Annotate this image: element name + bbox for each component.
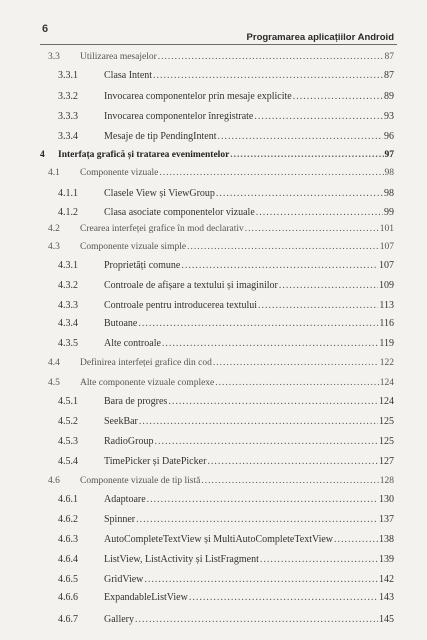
toc-entry-title: Bara de progres bbox=[104, 396, 168, 407]
toc-entry-page: 99 bbox=[384, 207, 394, 218]
toc-entry-page: 138 bbox=[379, 534, 394, 545]
toc-entry-title: Componente vizuale de tip listă bbox=[80, 476, 201, 486]
toc-leader-dots bbox=[181, 260, 378, 271]
toc-entry-page: 89 bbox=[384, 91, 394, 102]
toc-entry-page: 119 bbox=[379, 338, 394, 349]
toc-entry bbox=[58, 300, 394, 311]
toc-entry-page: 107 bbox=[379, 242, 394, 252]
toc-leader-dots bbox=[189, 592, 378, 603]
toc-leader-dots bbox=[207, 456, 378, 467]
toc-entry-number: 4.6.2 bbox=[58, 514, 78, 525]
toc-leader-dots bbox=[144, 574, 378, 585]
toc-leader-dots bbox=[279, 280, 378, 291]
toc-leader-dots bbox=[213, 358, 379, 368]
toc-entry-number: 4.6.6 bbox=[58, 592, 78, 603]
toc-entry bbox=[48, 358, 394, 368]
toc-leader-dots bbox=[162, 338, 378, 349]
toc-entry-title: RadioGroup bbox=[104, 436, 154, 447]
toc-entry-number: 4.5.4 bbox=[58, 456, 78, 467]
toc-entry-page: 87 bbox=[384, 70, 394, 81]
toc-leader-dots bbox=[256, 207, 383, 218]
toc-entry bbox=[48, 224, 394, 234]
toc-entry-number: 4.2 bbox=[48, 224, 60, 234]
toc-entry-number: 4.3.5 bbox=[58, 338, 78, 349]
toc-leader-dots bbox=[201, 476, 378, 486]
toc-entry-title: Definirea interfeței grafice din cod bbox=[80, 358, 212, 368]
toc-leader-dots bbox=[139, 416, 378, 427]
toc-entry bbox=[58, 280, 394, 291]
toc-entry-page: 122 bbox=[379, 358, 394, 368]
toc-entry bbox=[58, 396, 394, 407]
toc-entry-number: 4.1.2 bbox=[58, 207, 78, 218]
toc-entry-number: 4.5.1 bbox=[58, 396, 78, 407]
toc-entry-number: 4.3.2 bbox=[58, 280, 78, 291]
toc-entry-page: 97 bbox=[384, 150, 394, 160]
toc-entry-page: 145 bbox=[379, 614, 394, 625]
toc-entry-page: 93 bbox=[384, 111, 394, 122]
toc-leader-dots bbox=[158, 52, 384, 62]
toc-entry bbox=[40, 150, 394, 160]
toc-entry bbox=[58, 318, 394, 329]
toc-leader-dots bbox=[217, 131, 383, 142]
toc-entry-number: 4.6 bbox=[48, 476, 60, 486]
toc-leader-dots bbox=[215, 378, 378, 388]
toc-entry-number: 3.3.1 bbox=[58, 70, 78, 81]
toc-entry-page: 98 bbox=[384, 188, 394, 199]
toc-entry-page: 101 bbox=[379, 224, 394, 234]
toc-entry-number: 4.5 bbox=[48, 378, 60, 388]
toc-entry bbox=[58, 338, 394, 349]
toc-entry-title: SeekBar bbox=[104, 416, 138, 427]
toc-entry bbox=[58, 614, 394, 625]
toc-entry bbox=[48, 52, 394, 62]
toc-entry-title: Adaptoare bbox=[104, 494, 146, 505]
toc-entry-page: 139 bbox=[379, 554, 394, 565]
toc-entry-title: Alte controale bbox=[104, 338, 161, 349]
toc-entry-number: 4 bbox=[40, 150, 45, 160]
toc-entry-number: 4.3 bbox=[48, 242, 60, 252]
toc-leader-dots bbox=[245, 224, 379, 234]
toc-entry-page: 109 bbox=[379, 280, 394, 291]
toc-entry-title: Crearea interfeței grafice în mod declarativ bbox=[80, 224, 244, 234]
toc-entry-number: 4.5.3 bbox=[58, 436, 78, 447]
toc-entry bbox=[58, 188, 394, 199]
toc-entry bbox=[58, 91, 394, 102]
toc-entry-title: Clasele View și ViewGroup bbox=[104, 188, 215, 199]
toc-entry-page: 116 bbox=[379, 318, 394, 329]
toc-entry bbox=[58, 416, 394, 427]
toc-leader-dots bbox=[168, 396, 378, 407]
toc-entry-page: 125 bbox=[379, 416, 394, 427]
toc-entry bbox=[58, 592, 394, 603]
toc-entry bbox=[58, 436, 394, 447]
toc-entry bbox=[48, 378, 394, 388]
toc-leader-dots bbox=[153, 70, 383, 81]
toc-leader-dots bbox=[254, 111, 383, 122]
toc-entry bbox=[58, 260, 394, 271]
toc-entry-number: 4.3.1 bbox=[58, 260, 78, 271]
toc-entry-title: Clasa asociate componentelor vizuale bbox=[104, 207, 255, 218]
toc-entry-number: 4.5.2 bbox=[58, 416, 78, 427]
toc-entry-title: Spinner bbox=[104, 514, 136, 525]
toc-entry-number: 3.3.4 bbox=[58, 131, 78, 142]
toc-entry-title: Utilizarea mesajelor bbox=[80, 52, 157, 62]
toc-entry-number: 4.6.4 bbox=[58, 554, 78, 565]
toc-entry bbox=[48, 168, 394, 178]
toc-entry bbox=[58, 70, 394, 81]
toc-entry-title: Mesaje de tip PendingIntent bbox=[104, 131, 217, 142]
toc-entry-title: TimePicker și DatePicker bbox=[104, 456, 207, 467]
toc-entry bbox=[58, 554, 394, 565]
toc-leader-dots bbox=[293, 91, 383, 102]
toc-entry bbox=[58, 534, 394, 545]
toc-entry-title: Componente vizuale bbox=[80, 168, 159, 178]
toc-entry-page: 124 bbox=[379, 378, 394, 388]
toc-entry bbox=[58, 514, 394, 525]
toc-entry-title: GridView bbox=[104, 574, 144, 585]
toc-leader-dots bbox=[159, 168, 383, 178]
toc-entry-number: 4.6.7 bbox=[58, 614, 78, 625]
toc-entry bbox=[58, 494, 394, 505]
toc-entry bbox=[58, 111, 394, 122]
toc-leader-dots bbox=[147, 494, 378, 505]
toc-entry-number: 4.6.3 bbox=[58, 534, 78, 545]
toc-leader-dots bbox=[154, 436, 378, 447]
toc-entry-page: 107 bbox=[379, 260, 394, 271]
toc-entry-page: 143 bbox=[379, 592, 394, 603]
toc-entry-page: 137 bbox=[379, 514, 394, 525]
toc-leader-dots bbox=[230, 150, 383, 160]
toc-entry bbox=[58, 207, 394, 218]
toc-entry bbox=[58, 456, 394, 467]
toc-entry-page: 125 bbox=[379, 436, 394, 447]
toc-entry-page: 124 bbox=[379, 396, 394, 407]
toc-entry-number: 4.6.5 bbox=[58, 574, 78, 585]
toc-leader-dots bbox=[138, 318, 378, 329]
toc-entry-page: 98 bbox=[384, 168, 394, 178]
toc-leader-dots bbox=[216, 188, 383, 199]
toc-entry-number: 3.3.2 bbox=[58, 91, 78, 102]
toc-leader-dots bbox=[135, 614, 378, 625]
toc-leader-dots bbox=[260, 554, 378, 565]
toc-entry-title: Proprietăți comune bbox=[104, 260, 181, 271]
toc-entry-title: Butoane bbox=[104, 318, 138, 329]
toc-leader-dots bbox=[258, 300, 378, 311]
toc-entry-page: 87 bbox=[384, 52, 394, 62]
toc-entry-title: Alte componente vizuale complexe bbox=[80, 378, 215, 388]
toc-entry-title: Clasa Intent bbox=[104, 70, 153, 81]
toc-entry bbox=[58, 131, 394, 142]
toc-entry-title: Controale pentru introducerea textului bbox=[104, 300, 258, 311]
toc-entry-title: Controale de afișare a textului și imaginilor bbox=[104, 280, 278, 291]
toc-entry-page: 127 bbox=[379, 456, 394, 467]
toc-entry-title: Gallery bbox=[104, 614, 134, 625]
toc-entry-title: Invocarea componentelor înregistrate bbox=[104, 111, 254, 122]
toc-leader-dots bbox=[136, 514, 378, 525]
toc-entry-page: 142 bbox=[379, 574, 394, 585]
toc-entry-page: 128 bbox=[379, 476, 394, 486]
toc-entry bbox=[48, 476, 394, 486]
toc-entry-number: 3.3.3 bbox=[58, 111, 78, 122]
toc-entry-title: AutoCompleteTextView și MultiAutoCompleteTextView bbox=[104, 534, 334, 545]
toc-entry bbox=[58, 574, 394, 585]
toc-entry-page: 96 bbox=[384, 131, 394, 142]
toc-entry-number: 3.3 bbox=[48, 52, 60, 62]
toc-entry-number: 4.4 bbox=[48, 358, 60, 368]
toc-entry-title: Invocarea componentelor prin mesaje explicite bbox=[104, 91, 292, 102]
toc-entry-title: ExpandableListView bbox=[104, 592, 188, 603]
toc-entry-page: 130 bbox=[379, 494, 394, 505]
toc-entry-title: Interfața grafică și tratarea evenimentelor bbox=[58, 150, 230, 160]
toc-entry-number: 4.3.4 bbox=[58, 318, 78, 329]
toc-entry-title: ListView, ListActivity și ListFragment bbox=[104, 554, 259, 565]
toc-entry-number: 4.3.3 bbox=[58, 300, 78, 311]
toc-entry-title: Componente vizuale simple bbox=[80, 242, 187, 252]
toc-entry-number: 4.1.1 bbox=[58, 188, 78, 199]
toc-leader-dots bbox=[187, 242, 379, 252]
toc-leader-dots bbox=[334, 534, 378, 545]
toc-entry bbox=[48, 242, 394, 252]
toc-entry-number: 4.6.1 bbox=[58, 494, 78, 505]
running-header-title: Programarea aplicațiilor Android bbox=[246, 32, 394, 43]
page-number: 6 bbox=[42, 23, 49, 35]
toc-entry-page: 113 bbox=[379, 300, 394, 311]
toc-entry-number: 4.1 bbox=[48, 168, 60, 178]
